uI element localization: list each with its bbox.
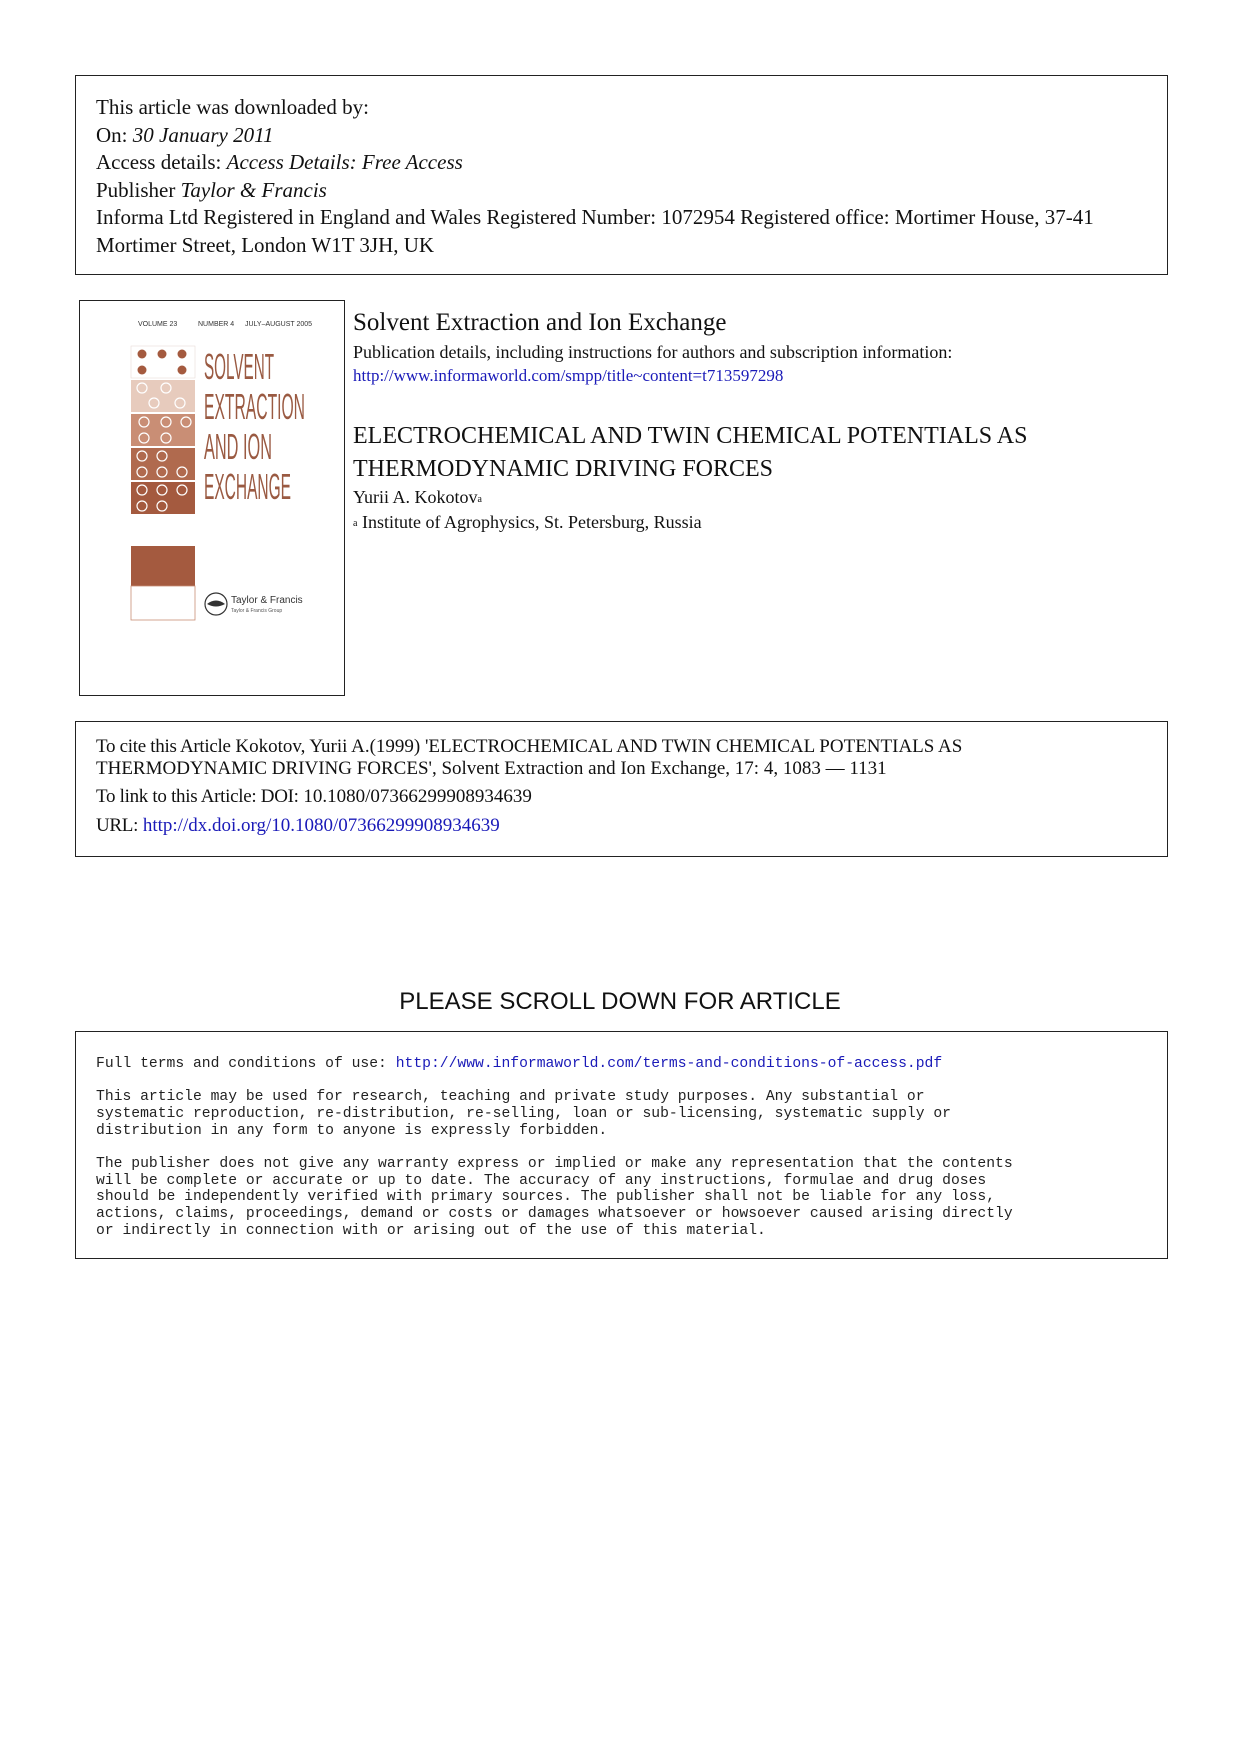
doi-label: To link to this Article: DOI:: [96, 786, 299, 807]
publication-details: Publication details, including instructions for authors and subscription information:: [353, 342, 953, 362]
cover-publisher-group: Taylor & Francis Group: [231, 608, 283, 614]
cover-title-line-3: AND ION: [204, 426, 272, 467]
cover-brown-block: [131, 546, 195, 586]
publisher-label: Publisher: [96, 177, 181, 202]
terms-paragraph-warranty: The publisher does not give any warranty express or implied or make any representation that the contents will be complete or accurate or up to date. The accuracy of any instructions, formulae and drug doses should be independently verified with primary sources. The publisher shall not be liable for any loss, actions, claims, proceedings, demand or costs or damages whatsoever or howsoever caused arising directly or indirectly in connection with or arising out of the use of this material.: [96, 1155, 1013, 1240]
cover-title-line-1: SOLVENT: [204, 346, 275, 387]
publisher-line: [96, 177, 1147, 205]
journal-cover: [79, 300, 345, 696]
cite-label: To cite this Article: [96, 736, 231, 757]
terms-label: Full terms and conditions of use:: [96, 1056, 396, 1072]
citation-box: [75, 721, 1168, 857]
journal-url[interactable]: http://www.informaworld.com/smpp/title~content=t713597298: [353, 366, 784, 385]
scroll-down-notice: PLEASE SCROLL DOWN FOR ARTICLE: [399, 988, 841, 1015]
url-line: [96, 815, 1147, 837]
affiliation-text: Institute of Agrophysics, St. Petersburg, Russia: [357, 512, 702, 532]
terms-full-line: [96, 1056, 1147, 1073]
terms-box: [75, 1031, 1168, 1259]
url-label: URL:: [96, 814, 139, 836]
article-title: [353, 420, 1173, 486]
download-date: 30 January 2011: [132, 122, 274, 147]
article-author: [353, 486, 1173, 509]
access-details: Access Details: Free Access: [226, 150, 463, 174]
doi-url-link[interactable]: http://dx.doi.org/10.1080/07366299908934639: [138, 814, 500, 836]
article-title-line-2: THERMODYNAMIC DRIVING FORCES: [353, 456, 774, 482]
terms-url-link[interactable]: http://www.informaworld.com/terms-and-conditions-of-access.pdf: [395, 1056, 943, 1072]
cover-date: JULY–AUGUST 2005: [245, 321, 313, 328]
registered-office: Informa Ltd Registered in England and Wales Registered Number: 1072954 Registered office: Mortimer House, 37-41 Mortimer Street, London W1T 3JH, UK: [96, 205, 1094, 257]
author-affiliation: [353, 509, 1173, 535]
affil-marker: a: [353, 518, 358, 529]
cover-title-line-2: EXTRACTION: [204, 386, 305, 427]
taylor-francis-logo: [205, 593, 303, 615]
cover-title: [204, 346, 305, 507]
terms-paragraph-usage: This article may be used for research, teaching and private study purposes. Any substantial or systematic reproduction, re-distribution, re-selling, loan or sub-licensing, systematic supply or distribution in any form to anyone is expressly forbidden.: [96, 1088, 951, 1139]
access-label: Access details:: [96, 150, 227, 174]
cover-number: NUMBER 4: [198, 321, 235, 328]
cover-volume: VOLUME 23: [138, 321, 178, 328]
journal-title: Solvent Extraction and Ion Exchange: [353, 309, 727, 336]
download-info-box: [75, 75, 1168, 275]
doi-value: 10.1080/07366299908934639: [298, 786, 532, 807]
journal-url-link[interactable]: [353, 364, 1173, 388]
access-details-line: [96, 149, 1147, 177]
publisher-name: Taylor & Francis: [180, 177, 327, 202]
cover-cells: [131, 346, 195, 514]
journal-article-info: [353, 306, 1173, 535]
journal-cover-image: [80, 301, 343, 694]
cover-publisher: Taylor & Francis: [231, 595, 303, 606]
cite-text-1: Kokotov, Yurii A.(1999) 'ELECTROCHEMICAL AND TWIN CHEMICAL POTENTIALS AS: [230, 736, 963, 757]
author-affil-marker: a: [477, 494, 482, 505]
download-date-line: [96, 122, 1147, 150]
on-label: On:: [96, 122, 133, 147]
cite-line: [96, 736, 1147, 779]
article-title-line-1: ELECTROCHEMICAL AND TWIN CHEMICAL POTENTIALS AS: [353, 423, 1028, 449]
cite-text-2: THERMODYNAMIC DRIVING FORCES', Solvent Extraction and Ion Exchange, 17: 4, 1083 — 1131: [96, 757, 887, 779]
doi-line: [96, 786, 1147, 808]
author-name: Yurii A. Kokotov: [353, 487, 478, 507]
cover-title-line-4: EXCHANGE: [204, 466, 291, 507]
downloaded-by-line: This article was downloaded by:: [96, 95, 369, 119]
cover-white-block: [131, 586, 195, 620]
